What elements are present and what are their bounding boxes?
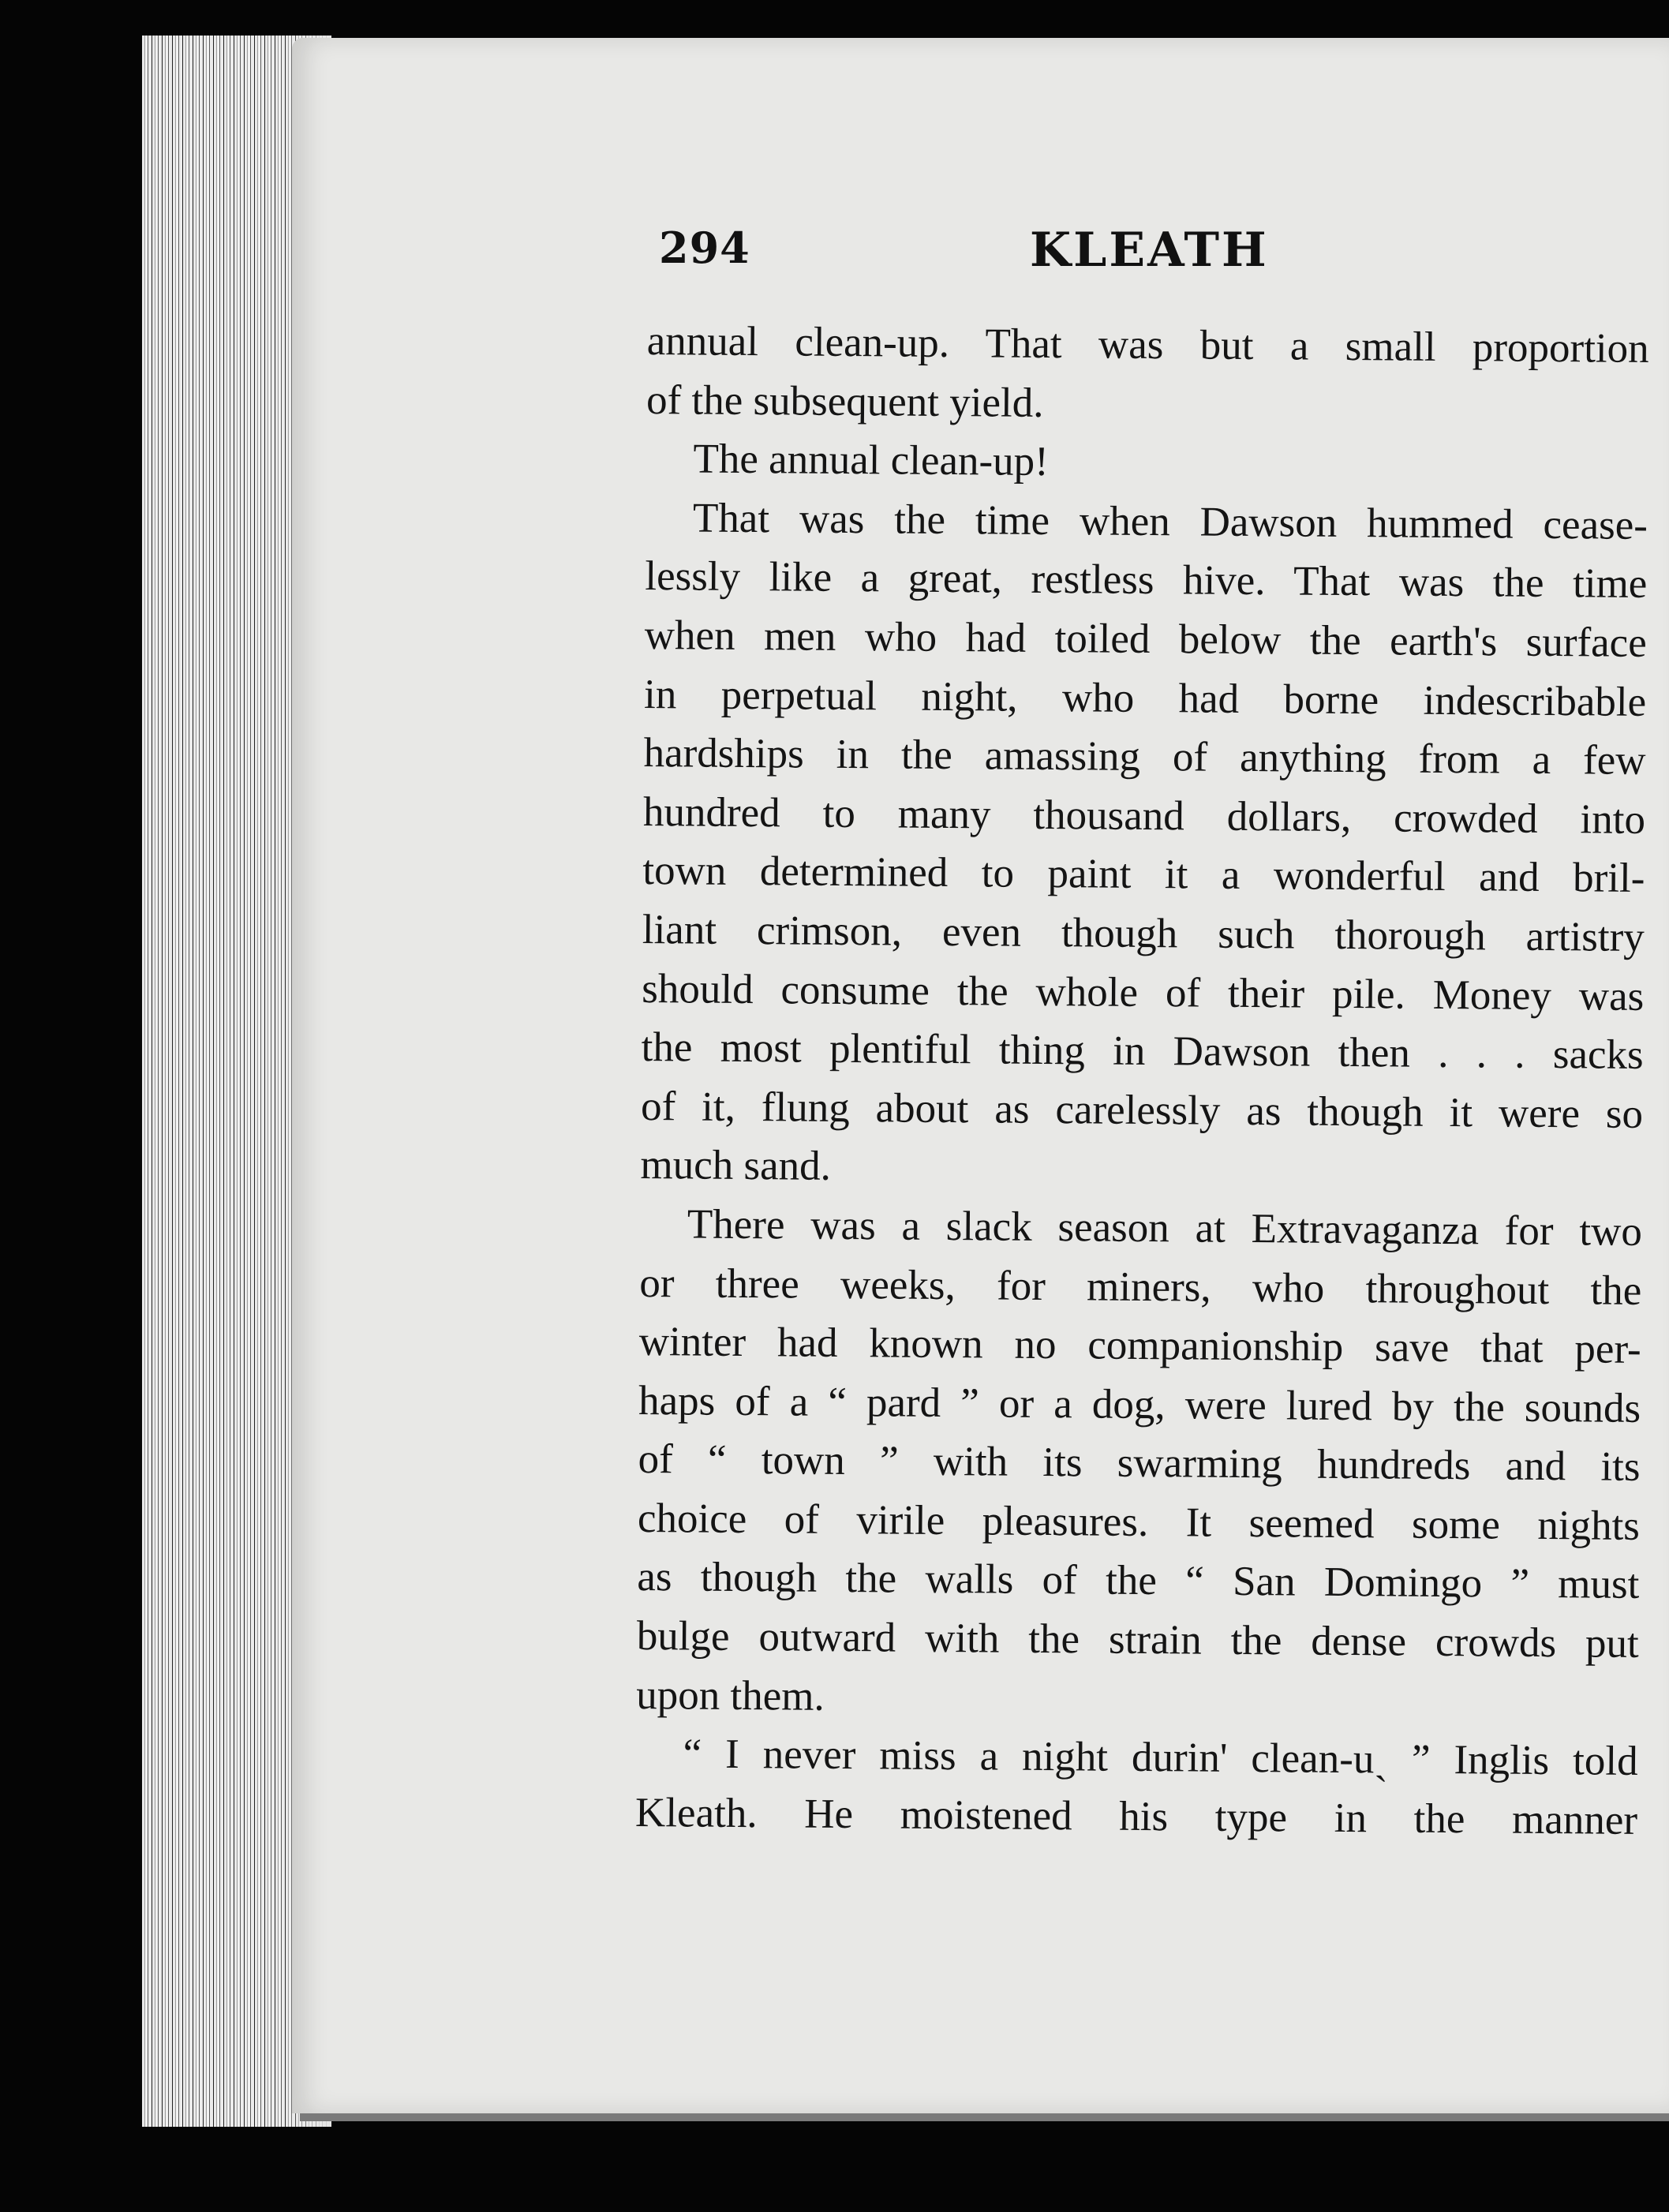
text-line: bulge outward with the strain the dense crowds put bbox=[636, 1613, 1640, 1667]
text-line: of it, flung about as carelessly as though it were so bbox=[640, 1083, 1644, 1137]
page-number: 294 bbox=[659, 223, 750, 273]
running-title: KLEATH bbox=[1030, 223, 1269, 278]
text-line: winter had known no companionship save that per- bbox=[638, 1319, 1641, 1373]
text-line: or three weeks, for miners, who throughout the bbox=[639, 1259, 1642, 1314]
text-line: when men who had toiled below the earth's surface bbox=[644, 612, 1647, 666]
text-line: of “ town ” with its swarming hundreds and its bbox=[638, 1436, 1641, 1491]
text-line: hundred to many thousand dollars, crowded into bbox=[642, 788, 1646, 843]
text-line: as though the walls of the “ San Domingo ” must bbox=[637, 1554, 1640, 1608]
text-line: the most plentiful thing in Dawson then . . . sacks bbox=[641, 1024, 1644, 1079]
text-line: should consume the whole of their pile. Money was bbox=[642, 965, 1645, 1020]
paragraph bbox=[636, 1195, 1642, 1732]
text-line: liant crimson, even though such thorough artistry bbox=[642, 906, 1645, 960]
paragraph bbox=[646, 429, 1648, 496]
text-line: “ I never miss a night durin' clean-uˎ ” Inglis told bbox=[683, 1731, 1638, 1785]
page-bottom-edge bbox=[300, 2113, 1669, 2121]
text-line: of the subsequent yield. bbox=[646, 376, 1044, 426]
paragraph bbox=[640, 488, 1648, 1203]
body-text bbox=[635, 312, 1649, 1850]
page-header bbox=[659, 223, 1653, 286]
text-line: lessly like a great, restless hive. That was the time bbox=[645, 553, 1648, 608]
text-line: much sand. bbox=[640, 1142, 832, 1190]
text-line: town determined to paint it a wonderful and bril- bbox=[642, 848, 1645, 902]
text-line: choice of virile pleasures. It seemed some nights bbox=[637, 1495, 1641, 1549]
text-line: The annual clean-up! bbox=[693, 436, 1050, 485]
paragraph bbox=[635, 1724, 1638, 1850]
paragraph bbox=[646, 312, 1649, 437]
text-line: That was the time when Dawson hummed cease- bbox=[692, 495, 1648, 548]
text-line: annual clean-up. That was but a small proportion bbox=[646, 317, 1649, 372]
text-line: in perpetual night, who had borne indescribable bbox=[643, 671, 1647, 725]
text-line: haps of a “ pard ” or a dog, were lured by the sounds bbox=[638, 1377, 1641, 1432]
text-line: hardships in the amassing of anything from a few bbox=[643, 730, 1646, 784]
text-line: upon them. bbox=[636, 1671, 825, 1720]
text-line: There was a slack season at Extravaganza for two bbox=[687, 1201, 1643, 1255]
text-line: Kleath. He moistened his type in the manner bbox=[634, 1789, 1638, 1843]
